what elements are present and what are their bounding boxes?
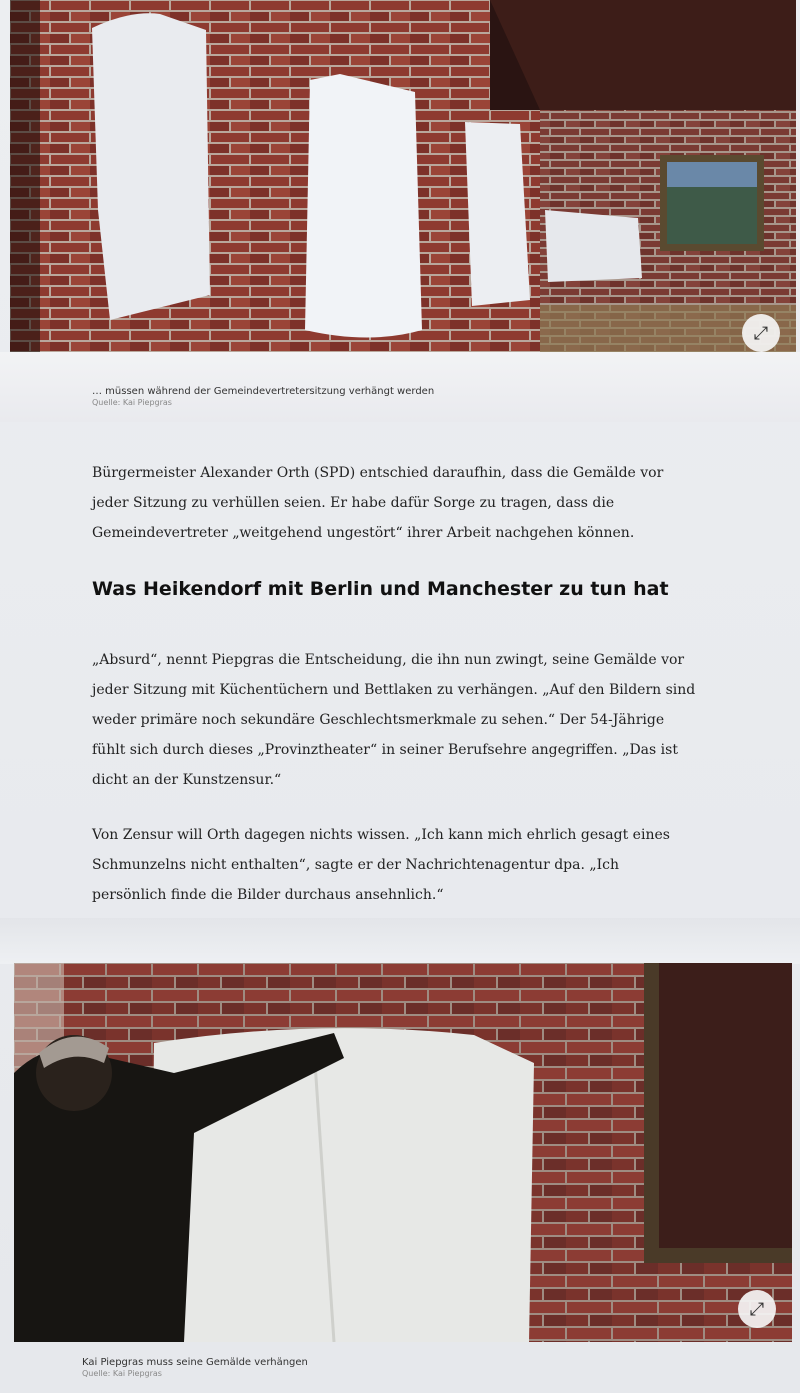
text-line: Von Zensur will Orth dagegen nichts wissen. „Ich kann mich ehrlich gesagt eines (92, 827, 670, 843)
text-line: jeder Sitzung zu verhüllen seien. Er habe dafür Sorge zu tragen, dass die (92, 495, 615, 511)
text-line: jeder Sitzung mit Küchentüchern und Bettlaken zu verhängen. „Auf den Bildern sind (92, 682, 696, 698)
text-line: Schmunzelns nicht enthalten“, sagte er der Nachrichtenagentur dpa. „Ich (92, 857, 620, 873)
caption-source: Quelle: Kai Piepgras (82, 1369, 162, 1378)
text-line: persönlich finde die Bilder durchaus ansehnlich.“ (92, 887, 444, 903)
photo-covered-paintings-image (10, 0, 796, 352)
caption-text: Kai Piepgras muss seine Gemälde verhängen (82, 1357, 308, 1368)
text-line: fühlt sich durch dieses „Provinztheater“ in seiner Berufsehre angegriffen. „Das ist (92, 742, 678, 758)
article-photo-covered-paintings[interactable] (10, 0, 796, 352)
text-line: dicht an der Kunstzensur.“ (92, 772, 282, 788)
caption-text: … müssen während der Gemeindevertretersitzung verhängt werden (92, 386, 435, 397)
photo-caption (92, 386, 434, 408)
photo-caption (82, 1357, 308, 1379)
text-line: Bürgermeister Alexander Orth (SPD) entschied daraufhin, dass die Gemälde vor (92, 465, 664, 481)
text-line: Gemeindevertreter „weitgehend ungestört“ ihrer Arbeit nachgehen können. (92, 525, 635, 541)
expand-photo-button[interactable] (738, 1290, 776, 1328)
text-line: weder primäre noch sekundäre Geschlechtsmerkmale zu sehen.“ Der 54-Jährige (92, 712, 665, 728)
photo-artist-covering-image (14, 963, 792, 1342)
text-line: „Absurd“, nennt Piepgras die Entscheidung, die ihn nun zwingt, seine Gemälde vor (92, 652, 685, 668)
article-paragraph (92, 645, 732, 795)
article-paragraph (92, 458, 732, 548)
article-paragraph (92, 820, 732, 910)
article-photo-artist-covering[interactable] (14, 963, 792, 1342)
expand-arrows-icon: ⤢ (749, 1298, 765, 1320)
expand-arrows-icon: ⤢ (753, 322, 769, 344)
expand-photo-button[interactable] (742, 314, 780, 352)
page-fold (0, 918, 800, 964)
caption-source: Quelle: Kai Piepgras (92, 398, 172, 407)
section-heading: Was Heikendorf mit Berlin und Manchester zu tun hat (92, 578, 669, 600)
